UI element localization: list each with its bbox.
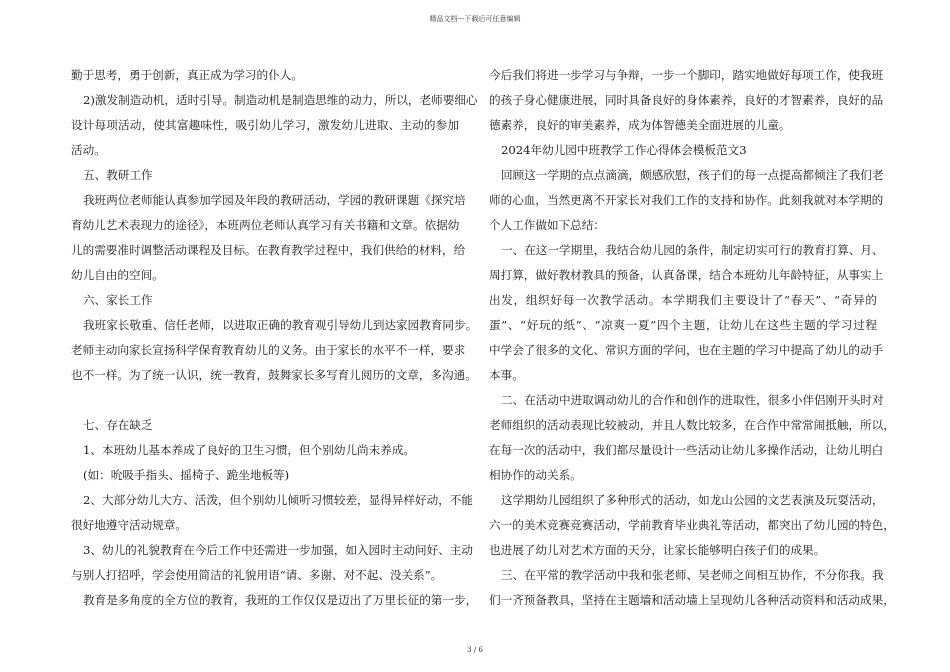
page-number: 3 / 6 — [467, 646, 483, 654]
text-line: 六一的美术竞赛竞赛活动，学前教育毕业典礼等活动，都突出了幼儿园的特色， — [489, 518, 895, 532]
text-line: 们一齐预备教具，坚持在主题墙和活动墙上呈现幼儿各种活动资料和活动成果， — [489, 593, 895, 607]
text-line: 2)激发制造动机，适时引导。制造动机是制造思维的动力，所以，老师要细心 — [83, 93, 478, 107]
text-line: 活动。 — [71, 143, 106, 157]
text-line: 周打算，做好教材教具的预备，认真备课，结合本班幼儿年龄特征，从事实上 — [489, 268, 884, 282]
left-text-column — [71, 65, 478, 615]
text-line: 也进展了幼儿对艺术方面的天分，让家长能够明白孩子们的成果。 — [489, 543, 826, 557]
text-line: 我班家长敬重、信任老师，以进取正确的教育观引导幼儿到达家园教育同步。 — [83, 318, 478, 332]
text-line: 勤于思考，勇于创新，真正成为学习的仆人。 — [71, 68, 303, 82]
text-line: 这学期幼儿园组织了多种形式的活动，如龙山公园的文艺表演及玩耍活动， — [501, 493, 884, 507]
text-line: 个人工作做如下总结： — [489, 218, 605, 232]
text-line: 本事。 — [489, 368, 524, 382]
text-line: 师的心血，当然更离不开家长对我们工作的支持和协作。此刻我就对本学期的 — [489, 193, 884, 207]
text-line: 蛋”、“好玩的纸”、“凉爽一夏”四个主题，让幼儿在这些主题的学习过程 — [489, 318, 877, 332]
text-line: (如：吮吸手指头、摇椅子、跪坐地板等) — [83, 468, 290, 482]
text-line: 德素养，良好的审美素养，成为体智德美全面进展的儿童。 — [489, 118, 791, 132]
text-line: 的孩子身心健康进展，同时具备良好的身体素养，良好的才智素养，良好的品 — [489, 93, 884, 107]
text-line: 回顾这一学期的点点滴滴，颇感欣慰，孩子们的每一点提高都倾注了我们老 — [501, 168, 884, 182]
text-line: 我班两位老师能认真参加学园及年段的教研活动，学园的教研课题《探究培 — [83, 193, 466, 207]
text-line: 2、大部分幼儿大方、活泼，但个别幼儿倾听习惯较差，显得异样好动，不能 — [83, 493, 473, 507]
text-line: 设计每项活动，使其富趣味性，吸引幼儿学习，激发幼儿进取、主动的参加 — [71, 118, 459, 132]
text-line: 与别人打招呼，学会使用简洁的礼貌用语“请、多谢、对不起、没关系”。 — [71, 568, 443, 582]
text-line: 二、在活动中进取调动幼儿的合作和创作的进取性，很多小伴侣刚开头时对 — [501, 393, 884, 407]
text-line: 也不一样。为了统一认识，统一教育，鼓舞家长多写育儿阅历的文章，多沟通。 — [71, 368, 477, 382]
text-line: 3、幼儿的礼貌教育在今后工作中还需进一步加强，如入园时主动问好、主动 — [83, 543, 473, 557]
text-line: 2024年幼儿园中班教学工作心得体会模板范文3 — [501, 143, 747, 157]
text-line: 幼儿自由的空间。 — [71, 268, 164, 282]
text-line: 育幼儿艺术表现力的途径》，本班两位老师认真学习有关书籍和文章。依据幼 — [71, 218, 460, 232]
text-line: 老师组织的活动表现比较被动，并且人数比较多，在合作中常常闹抵触，所以， — [489, 418, 895, 432]
text-line — [71, 390, 459, 415]
text-line: 今后我们将进一步学习与争辩，一步一个脚印，踏实地做好每项工作，使我班 — [489, 68, 884, 82]
text-line: 老师主动向家长宣扬科学保育教育幼儿的义务。由于家长的水平不一样，要求 — [71, 343, 466, 357]
text-line: 一、在这一学期里，我结合幼儿园的条件，制定切实可行的教育打算、月、 — [501, 243, 884, 257]
text-line: 在每一次的活动中，我们都尽量设计一些活动让幼儿多操作活动，让幼儿明白 — [489, 443, 884, 457]
text-line: 儿的需要准时调整活动课程及目标。在教育教学过程中，我们供给的材料，给 — [71, 243, 466, 257]
text-line: 教育是多角度的全方位的教育，我班的工作仅仅是迈出了万里长征的第一步， — [83, 593, 478, 607]
text-line: 相协作的动关系。 — [489, 468, 582, 482]
text-line: 很好地遵守活动规章。 — [71, 518, 187, 532]
right-text-column — [489, 65, 895, 615]
text-line: 出发，组织好每一次教学活动。本学期我们主要设计了“春天”、“奇异的 — [489, 293, 877, 307]
text-line: 中学会了很多的文化、常识方面的学问，也在主题的学习中提高了幼儿的动手 — [489, 343, 884, 357]
text-line: 1、本班幼儿基本养成了良好的卫生习惯，但个别幼儿尚未养成。 — [83, 443, 416, 457]
text-line: 五、教研工作 — [83, 168, 153, 182]
text-line: 七、存在缺乏 — [83, 418, 153, 432]
text-line: 六、家长工作 — [83, 293, 153, 307]
page-header: 精品文档---下载后可任意编辑 — [429, 15, 521, 23]
text-line: 三、在平常的教学活动中我和张老师、吴老师之间相互协作，不分你我。我 — [501, 568, 884, 582]
